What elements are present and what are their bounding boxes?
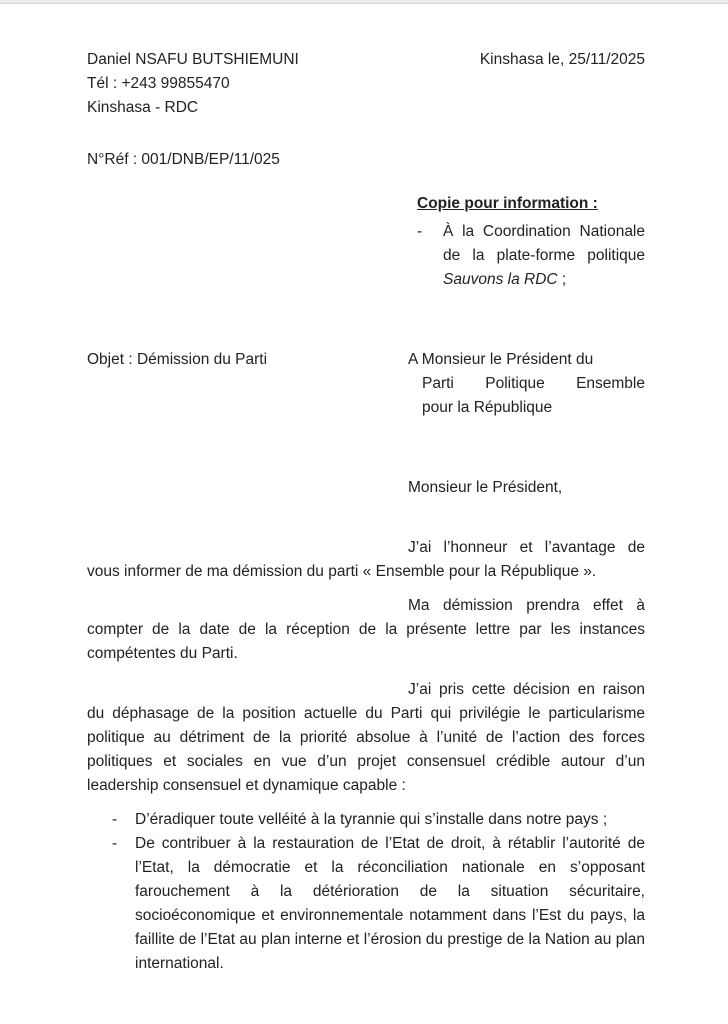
salutation: Monsieur le Président,: [408, 479, 563, 496]
paragraph: J’ai l’honneur et l’avantage de vous informer de ma démission du parti « Ensemble pour la République ».: [87, 539, 645, 580]
sender-city: Kinshasa - RDC: [87, 99, 199, 116]
recipient-line: A Monsieur le Président du: [408, 351, 594, 368]
bullet-item: [112, 832, 645, 976]
copy-item-text: [443, 220, 645, 292]
subject-line: Objet : Démission du Parti: [87, 351, 268, 368]
bullet-text: De contribuer à la restauration de l’Etat de droit, à rétablir l’autorité de l’Etat, la démocratie et la réconciliation nationale en s’opposant farouchement à la détérioration de la situation sécuritaire, socioéconomique et environnementale notamment dans l’Est du pays, la faillite de l’Etat au plan interne et l’érosion du prestige de la Nation au plan international.: [135, 835, 645, 972]
copy-title: Copie pour information :: [417, 195, 598, 212]
copy-item-text-suffix: ;: [557, 271, 567, 288]
bullet-item: [112, 808, 645, 832]
sender-phone: Tél : +243 99855470: [87, 75, 230, 92]
paragraph: J’ai pris cette décision en raison du déphasage de la position actuelle du Parti qui privilégie le particularisme politique au détriment de la priorité absolue à l’unité de l’action des forces politiques et sociales en vue d’un projet consensuel crédible autour d’un leadership consensuel et dynamique capable :: [87, 681, 645, 794]
recipient-block: [408, 348, 645, 420]
subject-recipient-row: [87, 348, 645, 420]
dash-marker: -: [417, 223, 423, 240]
copy-for-information-block: [417, 192, 645, 292]
copy-item-text-prefix: À la Coordination Nationale de la plate-forme politique: [443, 223, 645, 264]
paragraph: Ma démission prendra effet à compter de la date de la réception de la présente lettre par les instances compétentes du Parti.: [87, 597, 645, 662]
copy-item-text-italic: Sauvons la RDC: [443, 271, 558, 288]
date-line: Kinshasa le, 25/11/2025: [479, 51, 645, 68]
dash-marker: -: [112, 811, 118, 828]
letter-header: [87, 48, 645, 120]
top-edge-bar: [0, 0, 728, 4]
sender-name: Daniel NSAFU BUTSHIEMUNI: [87, 51, 299, 68]
letter-page: [0, 48, 728, 996]
reference-line: N°Réf : 001/DNB/EP/11/025: [87, 151, 280, 168]
copy-item: [417, 220, 645, 292]
recipient-line: pour la République: [422, 399, 553, 416]
dash-marker: -: [112, 835, 118, 852]
bullet-text: D’éradiquer toute velléité à la tyrannie qui s’installe dans notre pays ;: [135, 811, 608, 828]
bullet-list: [87, 808, 645, 976]
sender-block: [87, 48, 299, 120]
recipient-line: Parti Politique Ensemble: [422, 375, 645, 392]
